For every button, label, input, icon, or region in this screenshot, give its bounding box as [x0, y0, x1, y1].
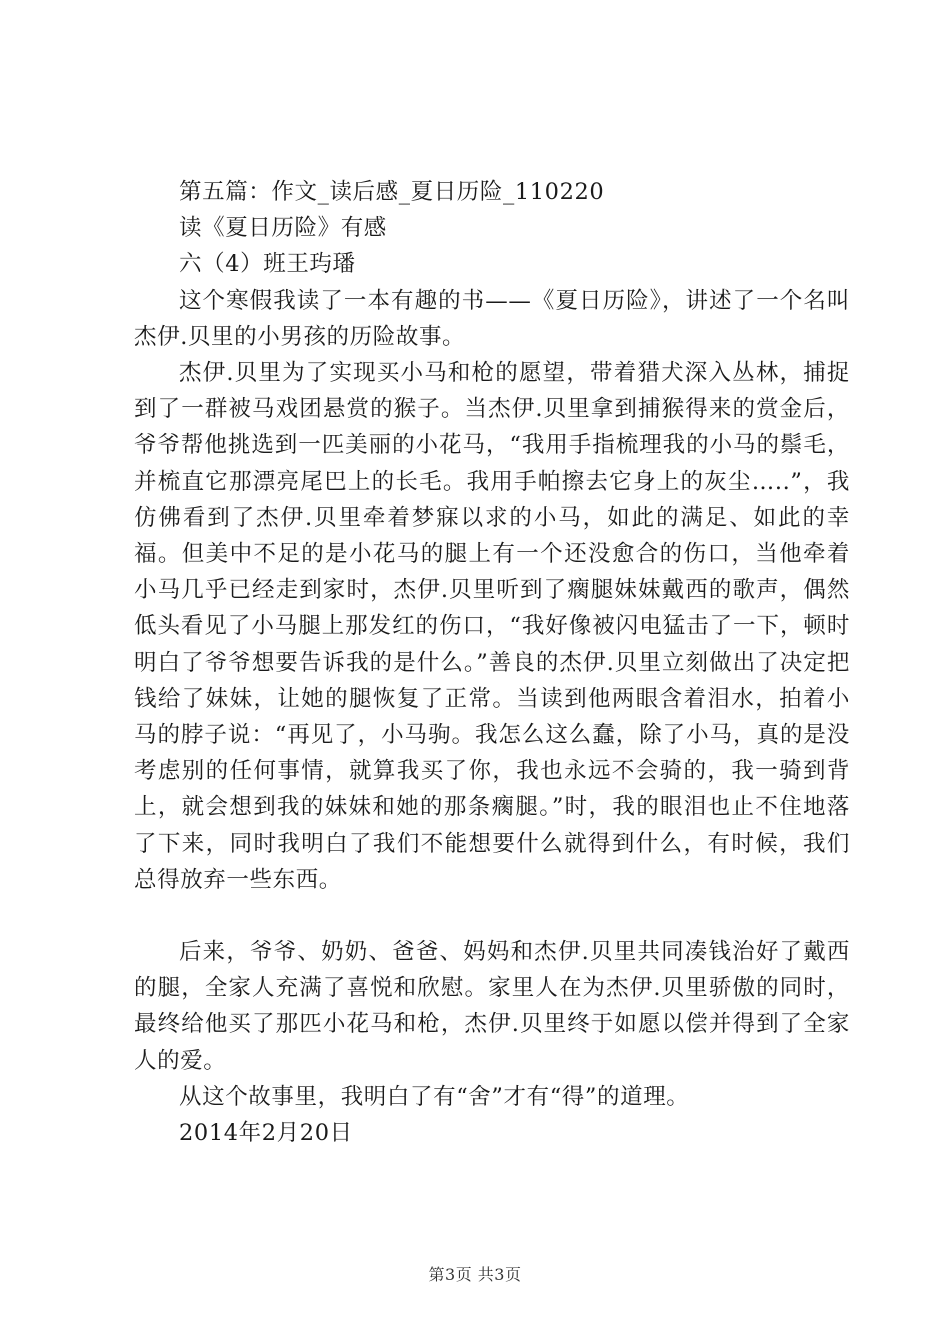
document-title: 第五篇：作文_读后感_夏日历险_110220 — [179, 179, 605, 205]
document-date: 2014年2月20日 — [179, 1120, 353, 1147]
paragraph-story: 杰伊.贝里为了实现买小马和枪的愿望，带着猎犬深入丛林，捕捉到了一群被马戏团悬赏的猴子。当杰伊.贝里拿到捕猴得来的赏金后，爷爷帮他挑选到一匹美丽的小花马，“我用手指梳理我的小马的鬃毛，并梳直它那漂亮尾巴上的长毛。我用手帕擦去它身上的灰尘…..”，我仿佛看到了杰伊.贝里牵着梦寐以求的小马，如此的满足、如此的幸福。但美中不足的是小花马的腿上有一个还没愈合的伤口，当他牵着小马几乎已经走到家时，杰伊.贝里听到了瘸腿妹妹戴西的歌声，偶然低头看见了小马腿上那发红的伤口，“我好像被闪电猛击了一下，顿时明白了爷爷想要告诉我的是什么。”善良的杰伊.贝里立刻做出了决定把钱给了妹妹，让她的腿恢复了正常。当读到他两眼含着泪水，拍着小马的脖子说：“再见了，小马驹。我怎么这么蠢，除了小马，真的是没考虑别的任何事情，就算我买了你，我也永远不会骑的，我一骑到背上，就会想到我的妹妹和她的那条瘸腿。”时，我的眼泪也止不住地落了下来，同时我明白了我们不能想要什么就得到什么，有时候，我们总得放弃一些东西。 — [134, 360, 850, 893]
document-author: 六（4）班王玙璠 — [179, 251, 356, 278]
paragraph-intro: 这个寒假我读了一本有趣的书——《夏日历险》，讲述了一个名叫杰伊.贝里的小男孩的历险故事。 — [134, 287, 850, 350]
paragraph-conclusion: 从这个故事里，我明白了有“舍”才有“得”的道理。 — [179, 1083, 690, 1110]
page-footer: 第3页 共3页 — [428, 1265, 522, 1284]
document-body — [134, 174, 850, 1151]
document-subtitle: 读《夏日历险》有感 — [179, 215, 387, 242]
paragraph-spacer — [134, 898, 850, 934]
paragraph-ending: 后来，爷爷、奶奶、爸爸、妈妈和杰伊.贝里共同凑钱治好了戴西的腿，全家人充满了喜悦和欣慰。家里人在为杰伊.贝里骄傲的同时，最终给他买了那匹小花马和枪，杰伊.贝里终于如愿以偿并得到了全家人的爱。 — [134, 939, 850, 1074]
